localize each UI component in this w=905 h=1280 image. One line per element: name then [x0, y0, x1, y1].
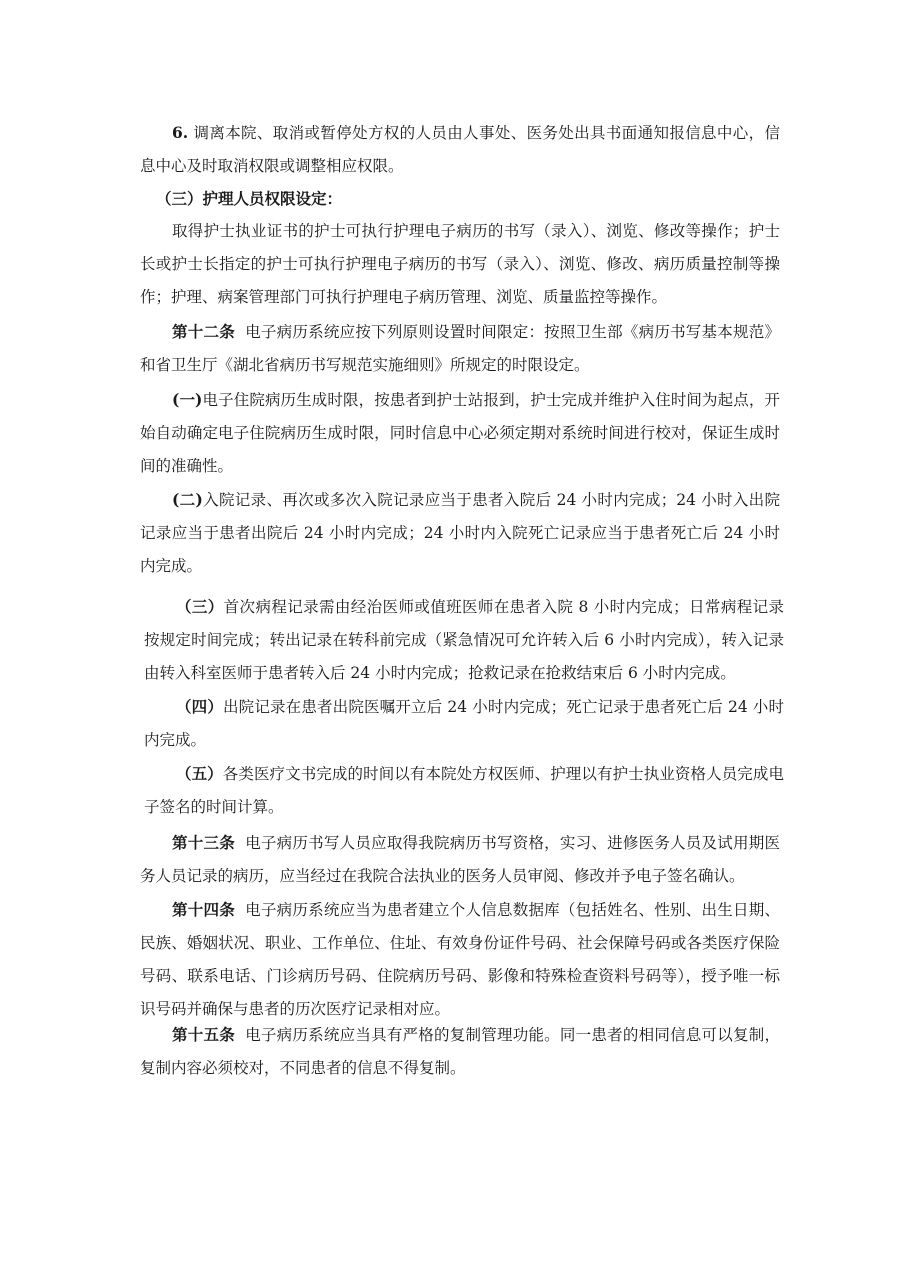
article-12-item-1 [140, 383, 780, 483]
article-12-item-4 [144, 690, 784, 757]
paragraph-text: 电子住院病历生成时限，按患者到护士站报到，护士完成并维护入住时间为起点，开始自动确定电子住院病历生成时限，同时信息中心必须定期对系统时间进行校对，保证生成时间的准确性。 [140, 391, 780, 475]
article-15 [140, 1018, 780, 1085]
section-heading: （三）护理人员权限设定： [156, 189, 343, 208]
paragraph-nursing-permissions [140, 215, 780, 314]
article-12-item-3 [144, 590, 784, 690]
paragraph-text: 调离本院、取消或暂停处方权的人员由人事处、医务处出具书面通知报信息中心，信息中心及时取消权限或调整相应权限。 [140, 124, 780, 175]
paragraph-text: 电子病历系统应按下列原则设置时间限定：按照卫生部《病历书写基本规范》和省卫生厅《湖北省病历书写规范实施细则》所规定的时限设定。 [140, 323, 780, 374]
item-label: (一) [172, 390, 203, 409]
section-heading-nursing [156, 182, 796, 216]
item-label: （三） [176, 597, 224, 616]
item-label: （五） [176, 764, 223, 783]
item-label: (二) [172, 490, 203, 509]
article-13 [140, 826, 780, 893]
article-label: 第十四条 [172, 900, 235, 919]
paragraph-text: 各类医疗文书完成的时间以有本院处方权医师、护理以有护士执业资格人员完成电子签名的时间计算。 [144, 765, 784, 816]
paragraph-text: 取得护士执业证书的护士可执行护理电子病历的书写（录入）、浏览、修改等操作；护士长或护士长指定的护士可执行护理电子病历的书写（录入）、浏览、修改、病历质量控制等操作；护理、病案管理部门可执行护理电子病历管理、浏览、质量监控等操作。 [140, 222, 780, 306]
article-12 [140, 315, 780, 382]
article-12-item-2 [140, 483, 780, 583]
article-label: 第十二条 [172, 322, 235, 341]
paragraph-text: 电子病历书写人员应取得我院病历书写资格，实习、进修医务人员及试用期医务人员记录的病历，应当经过在我院合法执业的医务人员审阅、修改并予电子签名确认。 [140, 834, 780, 885]
item-label: （四） [176, 697, 223, 716]
article-12-item-5 [144, 757, 784, 824]
item-number: 6. [172, 123, 189, 142]
article-label: 第十三条 [172, 833, 235, 852]
paragraph-text: 出院记录在患者出院医嘱开立后 24 小时内完成；死亡记录于患者死亡后 24 小时内完成。 [144, 698, 784, 749]
paragraph-text: 电子病历系统应当具有严格的复制管理功能。同一患者的相同信息可以复制，复制内容必须校对，不同患者的信息不得复制。 [140, 1026, 780, 1077]
paragraph-text: 电子病历系统应当为患者建立个人信息数据库（包括姓名、性别、出生日期、民族、婚姻状况、职业、工作单位、住址、有效身份证件号码、社会保障号码或各类医疗保险号码、联系电话、门诊病历号码、住院病历号码、影像和特殊检查资料号码等），授予唯一标识号码并确保与患者的历次医疗记录相对应。 [140, 901, 780, 1018]
article-label: 第十五条 [172, 1025, 235, 1044]
article-14 [140, 893, 780, 1026]
paragraph-item-6 [140, 116, 780, 183]
paragraph-text: 入院记录、再次或多次入院记录应当于患者入院后 24 小时内完成；24 小时入出院记录应当于患者出院后 24 小时内完成；24 小时内入院死亡记录应当于患者死亡后 24 小时内完成。 [140, 491, 780, 575]
paragraph-text: 首次病程记录需由经治医师或值班医师在患者入院 8 小时内完成；日常病程记录按规定时间完成；转出记录在转科前完成（紧急情况可允许转入后 6 小时内完成），转入记录由转入科室医师于患者转入后 24 小时内完成；抢救记录在抢救结束后 6 小时内完成。 [144, 598, 784, 682]
